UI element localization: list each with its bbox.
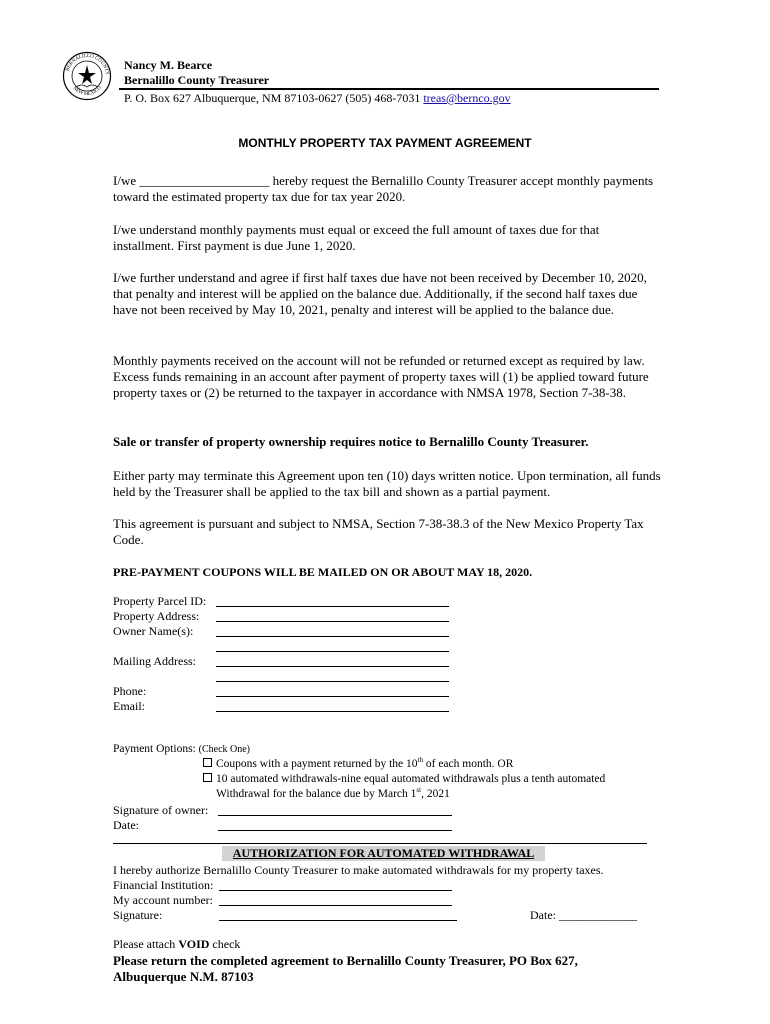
option-coupons-text: Coupons with a payment returned by the 10 [216,758,418,770]
treasurer-name: Nancy M. Bearce [124,58,213,72]
payment-options-text: Payment Options: [113,743,199,755]
auth-date-field[interactable]: _____________ [559,908,637,922]
option-coupons-sup: th [417,756,423,765]
date-field[interactable] [218,830,452,831]
paragraph-penalty: I/we further understand and agree if first half taxes due have not been received by December 10, 2020, that penalty and interest will be applied on the balance due. Additionally, if the second half taxes due have not been received by May 10, 2021, penalty and interest will be applied to the balance due. [113,270,647,317]
option-coupons[interactable] [203,757,513,771]
attach-text-end: check [209,937,241,951]
property-address-field[interactable] [216,621,449,622]
void-text: VOID [178,937,210,951]
account-number-field[interactable] [219,905,452,906]
label-property-address: Property Address: [113,609,200,623]
address-text: P. O. Box 627 Albuquerque, NM 87103-0627 (505) 468-7031 [124,91,424,105]
svg-text:BERNALILLO COUNTY: BERNALILLO COUNTY [65,53,110,76]
attach-text: Please attach [113,937,179,951]
treasurer-address [124,91,511,105]
paragraph-understand: I/we understand monthly payments must equal or exceed the full amount of taxes due for that installment. First payment is due June 1, 2020. [113,222,600,253]
svg-text:NEW MEXICO: NEW MEXICO [71,85,103,98]
auth-date [530,908,637,922]
label-signature: Signature: [113,908,163,922]
label-auth-date: Date: [530,908,559,922]
option-automated-line2-text: Withdrawal for the balance due by March 1 [216,788,417,800]
owner-names-field-2[interactable] [216,651,449,652]
label-mailing-address: Mailing Address: [113,654,196,668]
option-automated-sup: st [416,786,422,795]
return-instructions-line1: Please return the completed agreement to Bernalillo County Treasurer, PO Box 627, [113,953,578,968]
phone-field[interactable] [216,696,449,697]
email-field[interactable] [216,711,449,712]
signature-owner-field[interactable] [218,815,452,816]
label-owner-names: Owner Name(s): [113,624,194,638]
check-one-note: (Check One) [198,744,250,755]
owner-names-field[interactable] [216,636,449,637]
paragraph-pursuant: This agreement is pursuant and subject to NMSA, Section 7-38-38.3 of the New Mexico Property Tax Code. [113,516,644,547]
paragraph-refunds: Monthly payments received on the account will not be refunded or returned except as required by law. Excess funds remaining in an account after payment of property taxes will (1) be applied toward future property taxes or (2) be returned to the taxpayer in accordance with NMSA 1978, Section 7-38-38. [113,353,649,400]
option-automated[interactable] [203,772,605,786]
paragraph-sale-notice: Sale or transfer of property ownership requires notice to Bernalillo County Treasurer. [113,434,589,449]
mailing-address-field-2[interactable] [216,681,449,682]
label-signature-owner: Signature of owner: [113,803,209,817]
page-title: MONTHLY PROPERTY TAX PAYMENT AGREEMENT [238,136,532,150]
header-divider [119,88,659,90]
county-seal-logo [62,51,112,101]
payment-options-label [113,742,250,757]
paragraph-coupons: PRE-PAYMENT COUPONS WILL BE MAILED ON OR ABOUT MAY 18, 2020. [113,565,533,579]
option-automated-line2-end: , 2021 [421,788,450,800]
label-account-number: My account number: [113,893,213,907]
label-phone: Phone: [113,684,147,698]
financial-institution-field[interactable] [219,890,452,891]
option-coupons-text-end: of each month. OR [422,758,514,770]
label-date: Date: [113,818,139,832]
signature-field[interactable] [219,920,457,921]
label-financial-institution: Financial Institution: [113,878,214,892]
option-automated-line2 [216,787,450,801]
auth-heading: AUTHORIZATION FOR AUTOMATED WITHDRAWAL [222,846,545,861]
treasurer-office: Bernalillo County Treasurer [124,73,270,87]
paragraph-request: I/we ____________________ hereby request the Bernalillo County Treasurer accept monthly payments toward the estimated property tax due for tax year 2020. [113,173,654,204]
label-email: Email: [113,699,145,713]
option-automated-text: 10 automated withdrawals-nine equal automated withdrawals plus a tenth automated [216,773,606,785]
paragraph-termination: Either party may terminate this Agreement upon ten (10) days written notice. Upon termination, all funds held by the Treasurer shall be applied to the tax bill and shown as a partial payment. [113,468,661,499]
attach-void-note [113,937,240,951]
coupons-checkbox[interactable] [203,758,212,767]
label-parcel-id: Property Parcel ID: [113,594,207,608]
section-divider [113,843,647,844]
parcel-id-field[interactable] [216,606,449,607]
auth-statement: I hereby authorize Bernalillo County Treasurer to make automated withdrawals for my property taxes. [113,863,604,877]
email-link[interactable]: treas@bernco.gov [423,91,511,105]
return-instructions-line2: Albuquerque N.M. 87103 [113,969,254,984]
automated-checkbox[interactable] [203,773,212,782]
mailing-address-field[interactable] [216,666,449,667]
